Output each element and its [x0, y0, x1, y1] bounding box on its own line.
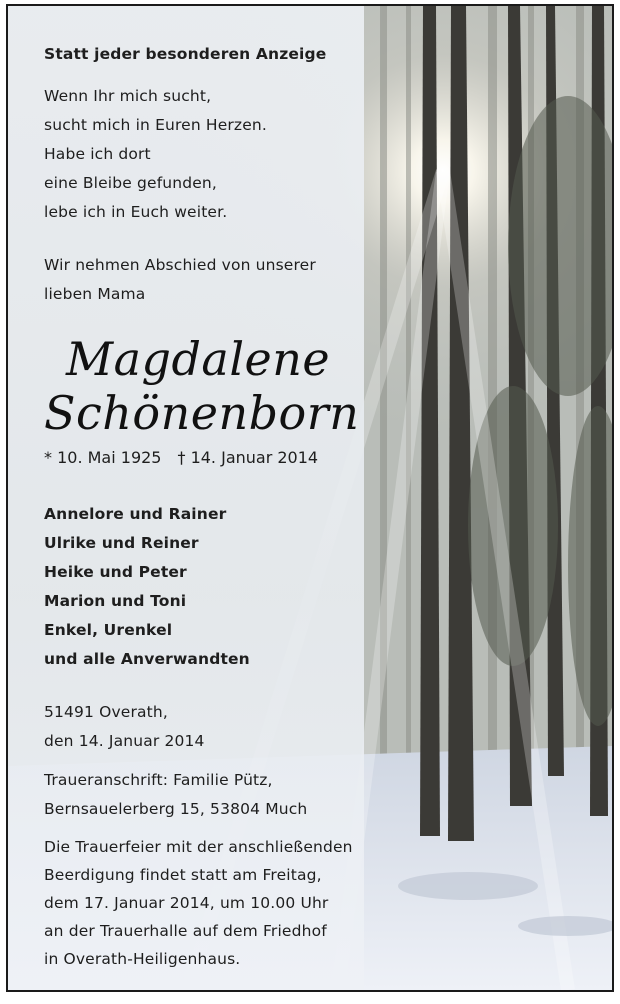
address-line: Bernsauelerberg 15, 53804 Much — [44, 800, 308, 818]
poem-line: Wenn Ihr mich sucht, — [44, 87, 212, 105]
mourner-line: Ulrike und Reiner — [44, 534, 199, 552]
text-panel — [8, 6, 364, 990]
death-date: † 14. Januar 2014 — [177, 448, 319, 467]
service-line: dem 17. Januar 2014, um 10.00 Uhr — [44, 894, 329, 912]
service-line: in Overath-Heiligenhaus. — [44, 950, 241, 968]
mourner-line: Heike und Peter — [44, 563, 187, 581]
heading: Statt jeder besonderen Anzeige — [44, 45, 327, 63]
mourner-line: und alle Anverwandten — [44, 650, 250, 668]
poem-line: Habe ich dort — [44, 145, 151, 163]
intro-line: Wir nehmen Abschied von unserer — [44, 256, 316, 274]
poem-line: lebe ich in Euch weiter. — [44, 203, 228, 221]
life-dates — [44, 444, 318, 472]
mourner-line: Marion und Toni — [44, 592, 187, 610]
poem-line: eine Bleibe gefunden, — [44, 174, 217, 192]
birth-date: * 10. Mai 1925 — [44, 448, 162, 467]
address-line: Traueranschrift: Familie Pütz, — [44, 771, 273, 789]
service-line: an der Trauerhalle auf dem Friedhof — [44, 922, 327, 940]
intro-line: lieben Mama — [44, 285, 146, 303]
mourner-line: Enkel, Urenkel — [44, 621, 173, 639]
service-line: Beerdigung findet statt am Freitag, — [44, 866, 322, 884]
mourner-line: Annelore und Rainer — [44, 505, 227, 523]
date-line: den 14. Januar 2014 — [44, 732, 205, 750]
service-line: Die Trauerfeier mit der anschließenden — [44, 838, 353, 856]
place-line: 51491 Overath, — [44, 703, 168, 721]
obituary-notice — [6, 4, 614, 992]
deceased-first-name: Magdalene — [66, 332, 331, 386]
deceased-last-name: Schönenborn — [44, 386, 360, 440]
poem-line: sucht mich in Euren Herzen. — [44, 116, 267, 134]
